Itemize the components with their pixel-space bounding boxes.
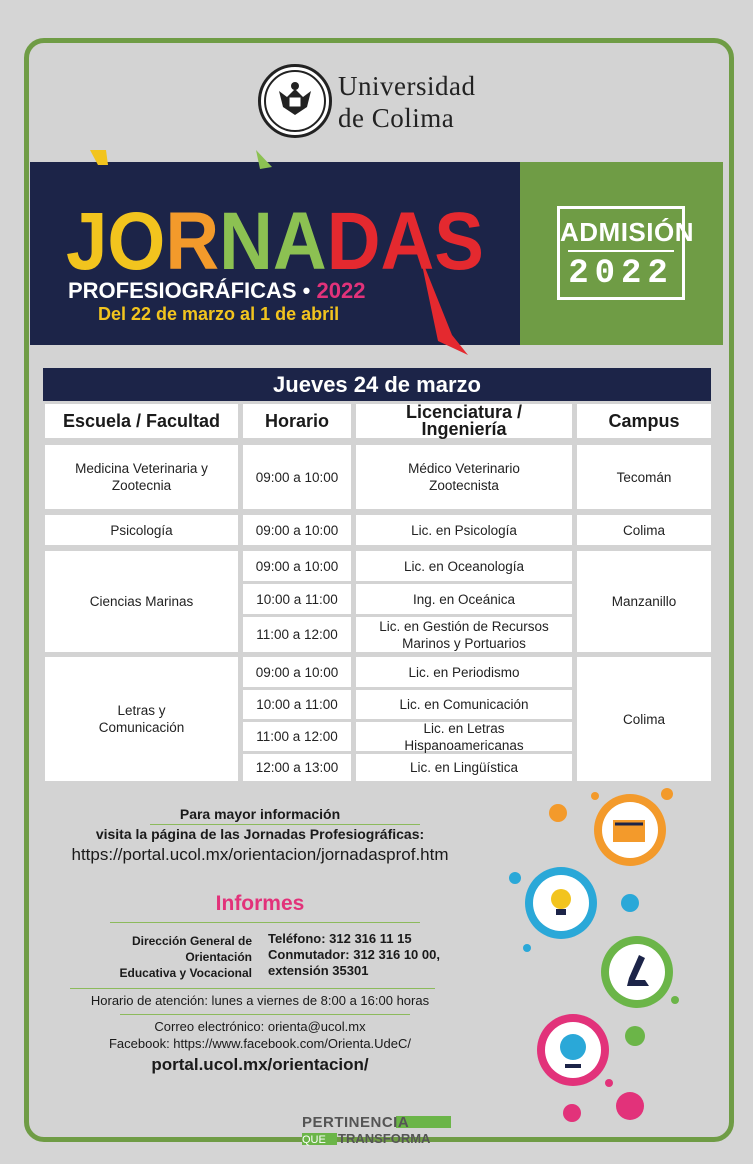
decor-dot: [523, 944, 531, 952]
program-cell: Lic. en Lingüística: [356, 754, 572, 781]
header-horario: Horario: [243, 404, 351, 438]
event-subtitle-year: 2022: [316, 278, 366, 303]
decor-dot: [621, 894, 639, 912]
program-cell: Ing. en Oceánica: [356, 584, 572, 614]
extension-text: extensión 35301: [268, 963, 369, 978]
school-cell: Psicología: [45, 515, 238, 545]
event-subtitle-text: PROFESIOGRÁFICAS •: [68, 278, 311, 303]
decor-dot: [661, 788, 673, 800]
office-name-line2: Educativa y Vocacional: [119, 966, 252, 980]
decor-dot: [591, 792, 599, 800]
slogan-line1: PERTINENCIA: [302, 1114, 410, 1131]
admision-label: ADMISIÓN: [560, 217, 694, 247]
slogan-que: QUE: [302, 1134, 326, 1146]
decor-dot: [671, 996, 679, 1004]
university-name: [338, 70, 475, 134]
decor-dot: [563, 1104, 581, 1122]
program-cell: Lic. en Periodismo: [356, 657, 572, 687]
time-cell: 09:00 a 10:00: [243, 657, 351, 687]
more-info-text: visita la página de las Jornadas Profesiográficas:: [95, 826, 425, 842]
contact-phones: [268, 931, 478, 979]
time-cell: 10:00 a 11:00: [243, 584, 351, 614]
event-dates: Del 22 de marzo al 1 de abril: [98, 304, 340, 324]
program-cell: Lic. en Letras Hispanoamericanas: [356, 722, 572, 751]
schedule-day-header: Jueves 24 de marzo: [43, 368, 711, 401]
globe-icon: [560, 1034, 586, 1060]
university-seal-logo: [258, 64, 332, 138]
time-cell: 11:00 a 12:00: [243, 722, 351, 751]
lightbulb-icon-base: [556, 909, 566, 915]
program-cell: Lic. en Comunicación: [356, 690, 572, 719]
school-cell: Letras y Comunicación: [45, 657, 238, 781]
university-name-line2: de Colima: [338, 103, 455, 133]
time-cell: 11:00 a 12:00: [243, 617, 351, 652]
divider: [150, 824, 420, 825]
event-subtitle: [68, 278, 365, 304]
campus-cell: Manzanillo: [577, 551, 711, 652]
time-cell: 09:00 a 10:00: [243, 445, 351, 509]
globe-icon-stand: [565, 1064, 581, 1068]
phone-text: Teléfono: 312 316 11 15: [268, 931, 412, 946]
program-cell: Lic. en Psicología: [356, 515, 572, 545]
program-cell: Lic. en Gestión de Recursos Marinos y Portuarios: [356, 617, 572, 652]
more-info-url-link[interactable]: https://portal.ucol.mx/orientacion/jornadasprof.htm: [71, 845, 449, 864]
admision-badge: [557, 206, 694, 300]
office-name-line1: Dirección General de Orientación: [131, 934, 252, 964]
informes-title: Informes: [215, 892, 305, 915]
school-cell: Ciencias Marinas: [45, 551, 238, 652]
yellow-ribbon: [90, 150, 108, 165]
campus-cell: Colima: [577, 515, 711, 545]
divider: [120, 1014, 410, 1015]
header-campus: Campus: [577, 404, 711, 438]
admision-divider: [568, 250, 674, 252]
decor-dot: [509, 872, 521, 884]
jornadas-title: [60, 145, 500, 360]
more-info-title: Para mayor información: [179, 806, 341, 822]
university-name-line1: Universidad: [338, 71, 476, 101]
time-cell: 09:00 a 10:00: [243, 551, 351, 581]
divider: [110, 922, 420, 923]
office-hours: Horario de atención: lunes a viernes de 8:00 a 16:00 horas: [90, 993, 430, 1008]
switchboard-text: Conmutador: 312 316 10 00,: [268, 947, 440, 962]
program-cell: Médico Veterinario Zootecnista: [356, 445, 572, 509]
campus-cell: Colima: [577, 657, 711, 781]
decor-dot: [605, 1079, 613, 1087]
decor-dot: [625, 1026, 645, 1046]
slogan-line2: [302, 1131, 430, 1146]
header-escuela: Escuela / Facultad: [45, 404, 238, 438]
time-cell: 12:00 a 13:00: [243, 754, 351, 781]
decorative-icons: [495, 780, 725, 1130]
admision-year: 2022: [568, 255, 674, 293]
email-link[interactable]: Correo electrónico: orienta@ucol.mx: [154, 1019, 366, 1034]
decor-dot: [616, 1092, 644, 1120]
time-cell: 10:00 a 11:00: [243, 690, 351, 719]
decor-dot: [549, 804, 567, 822]
program-cell: Lic. en Oceanología: [356, 551, 572, 581]
jornadas-title-text: JORNADAS: [66, 196, 500, 287]
lightbulb-icon: [551, 889, 571, 909]
campus-cell: Tecomán: [577, 445, 711, 509]
office-name: [70, 933, 252, 981]
portal-link[interactable]: portal.ucol.mx/orientacion/: [151, 1055, 369, 1074]
time-cell: 09:00 a 10:00: [243, 515, 351, 545]
school-cell: Medicina Veterinaria y Zootecnia: [45, 445, 238, 509]
facebook-link[interactable]: Facebook: https://www.facebook.com/Orienta.UdeC/: [108, 1036, 412, 1051]
divider: [70, 988, 435, 989]
header-licenciatura: Licenciatura / Ingeniería: [356, 404, 572, 438]
slogan-transforma: TRANSFORMA: [338, 1131, 431, 1146]
green-ribbon: [256, 150, 272, 169]
